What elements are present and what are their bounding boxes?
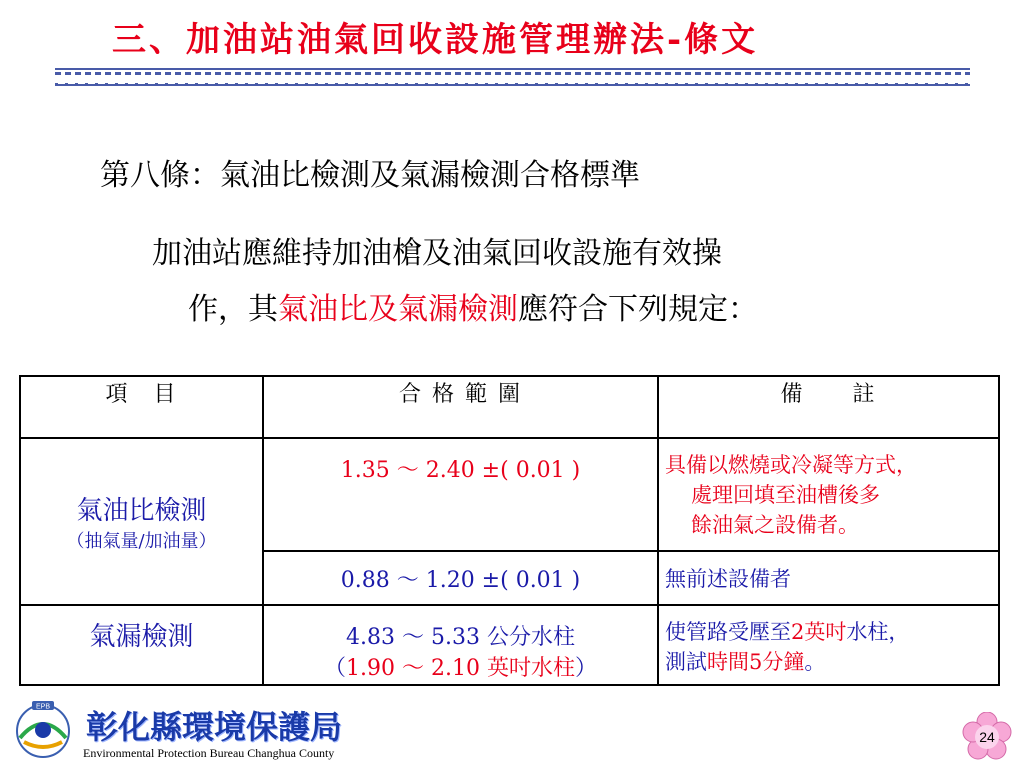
item-label: 氣油比檢測 bbox=[76, 496, 207, 526]
table-row bbox=[20, 438, 999, 551]
note-leak-line1 bbox=[665, 616, 992, 646]
item-cell-leak-test bbox=[20, 605, 263, 685]
table-row bbox=[20, 605, 999, 685]
note-a-line1: 具備以燃燒或冷凝等方式， bbox=[665, 453, 917, 477]
note-cell-b: 無前述設備者 bbox=[658, 551, 999, 605]
article-heading: 第八條：氣油比檢測及氣漏檢測合格標準 bbox=[100, 158, 640, 193]
note-a-line3: 餘油氣之設備者。 bbox=[691, 513, 859, 537]
epb-logo-icon bbox=[12, 700, 74, 758]
note-leak-text4: 測試 bbox=[665, 650, 707, 674]
standards-table bbox=[19, 375, 1000, 686]
logo-text: EPB bbox=[35, 703, 51, 711]
item-sublabel: （抽氣量/加油量） bbox=[66, 531, 217, 552]
table-header-row bbox=[20, 376, 999, 438]
header-notes: 備 註 bbox=[658, 376, 999, 438]
range-leak-open: （ bbox=[324, 656, 347, 681]
note-leak-text3: 水柱， bbox=[846, 620, 910, 644]
page-number: 24 bbox=[979, 729, 995, 745]
range-leak-line1: 4.83 ～ 5.33 公分水柱 bbox=[346, 625, 575, 650]
range-cell-b: 0.88 ～ 1.20 ±( 0.01 ) bbox=[263, 551, 658, 605]
body-text-line2 bbox=[188, 284, 758, 328]
range-cell-leak bbox=[263, 605, 658, 685]
note-leak-text5: 時間5分鐘 bbox=[707, 650, 805, 674]
body-text-post: 應符合下列規定： bbox=[518, 292, 758, 327]
range-leak-close: ） bbox=[574, 656, 597, 681]
range-leak-line2 bbox=[270, 651, 651, 682]
note-leak-text6: 。 bbox=[804, 650, 826, 674]
note-a-line2: 處理回填至油槽後多 bbox=[691, 483, 880, 507]
header-range: 合 格 範 圍 bbox=[263, 376, 658, 438]
slide-title: 三、加油站油氣回收設施管理辦法-條文 bbox=[112, 20, 759, 60]
organization-name: 彰化縣環境保護局 bbox=[86, 708, 343, 746]
header-item: 項 目 bbox=[20, 376, 263, 438]
body-text-line1: 加油站應維持加油槍及油氣回收設施有效操 bbox=[152, 236, 722, 271]
organization-english-name: Environmental Protection Bureau Changhua County bbox=[83, 746, 335, 760]
note-cell-leak bbox=[658, 605, 999, 685]
note-leak-text2: 2英吋 bbox=[791, 620, 847, 644]
note-leak-line2 bbox=[665, 646, 992, 676]
item-label: 氣漏檢測 bbox=[89, 622, 194, 652]
note-leak-text1: 使管路受壓至 bbox=[665, 620, 791, 644]
body-text-pre: 作，其 bbox=[188, 292, 278, 327]
note-cell-a bbox=[658, 438, 999, 551]
body-text-highlight: 氣油比及氣漏檢測 bbox=[278, 292, 518, 327]
decorative-divider bbox=[55, 68, 970, 86]
range-cell-a: 1.35 ～ 2.40 ±( 0.01 ) bbox=[263, 438, 658, 551]
range-leak-red: 1.90 ～ 2.10 英吋水柱 bbox=[346, 656, 575, 681]
item-cell-air-fuel-ratio bbox=[20, 438, 263, 605]
